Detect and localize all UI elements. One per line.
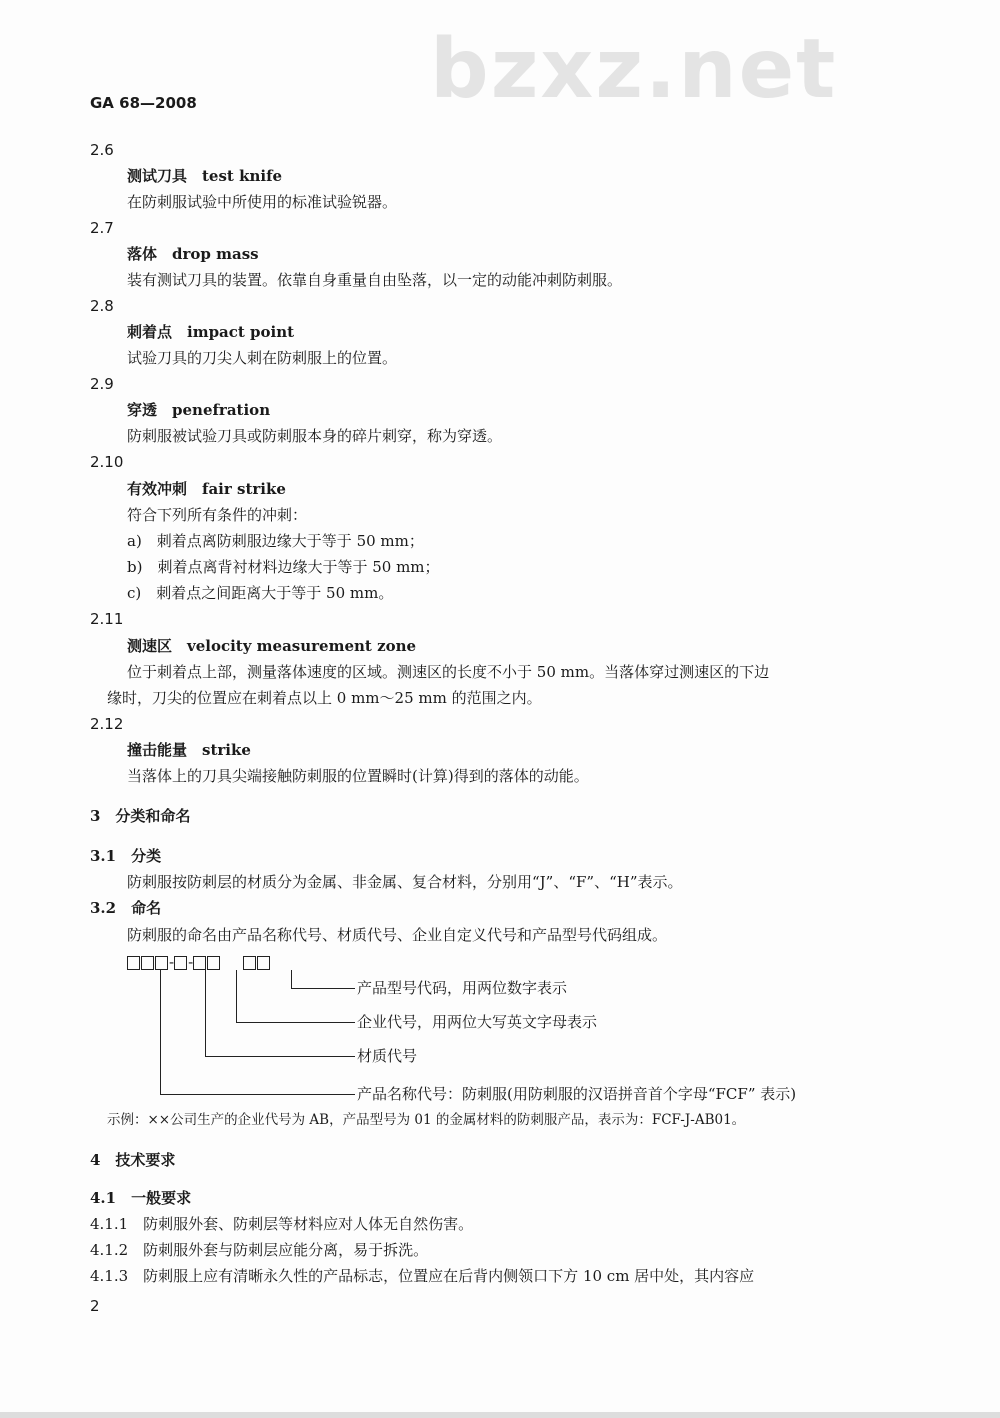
page-number: 2 xyxy=(90,1297,100,1315)
diagram-label: 材质代号 xyxy=(357,1047,418,1065)
section-number: 2.8 xyxy=(90,297,114,315)
paragraph: 防刺服按防刺层的材质分为金属、非金属、复合材料，分别用“J”、“F”、“H”表示。 xyxy=(127,873,683,891)
leader-line xyxy=(160,1094,355,1095)
code-box xyxy=(243,956,256,970)
leader-line xyxy=(236,1022,355,1023)
section-number: 2.7 xyxy=(90,219,114,237)
paragraph: 防刺服的命名由产品名称代号、材质代号、企业自定义代号和产品型号代码组成。 xyxy=(127,926,668,944)
term: 撞击能量 strike xyxy=(127,741,251,759)
definition: 缘时，刀尖的位置应在刺着点以上 0 mm～25 mm 的范围之内。 xyxy=(107,689,542,707)
term: 刺着点 impact point xyxy=(127,323,295,341)
term: 穿透 penefration xyxy=(127,401,271,419)
definition: 试验刀具的刀尖人刺在防刺服上的位置。 xyxy=(127,349,398,367)
definition: 防刺服被试验刀具或防刺服本身的碎片刺穿，称为穿透。 xyxy=(127,427,503,445)
paragraph: 4.1.1 防刺服外套、防刺层等材料应对人体无自然伤害。 xyxy=(90,1215,474,1233)
subsection-heading: 4.1 一般要求 xyxy=(90,1189,192,1207)
leader-line xyxy=(236,970,237,1022)
page-header: GA 68—2008 xyxy=(90,94,197,112)
list-item: a) 刺着点离防刺服边缘大于等于 50 mm； xyxy=(127,532,424,550)
code-box xyxy=(155,956,168,970)
definition: 装有测试刀具的装置。依靠自身重量自由坠落，以一定的动能冲刺防刺服。 xyxy=(127,271,623,289)
leader-line xyxy=(291,988,355,989)
paragraph: 4.1.3 防刺服上应有清晰永久性的产品标志，位置应在后背内侧领口下方 10 cm 居中处，其内容应 xyxy=(90,1267,755,1285)
term: 落体 drop mass xyxy=(127,245,259,263)
definition: 位于刺着点上部，测量落体速度的区域。测速区的长度不小于 50 mm。当落体穿过测速区的下边 xyxy=(127,663,770,681)
code-box xyxy=(141,956,154,970)
code-box xyxy=(174,956,187,970)
section-number: 2.9 xyxy=(90,375,114,393)
watermark: bzxz.net xyxy=(430,22,838,117)
leader-line xyxy=(205,970,206,1056)
term: 测速区 velocity measurement zone xyxy=(127,637,417,655)
section-number: 2.6 xyxy=(90,141,114,159)
term: 测试刀具 test knife xyxy=(127,167,283,185)
code-box xyxy=(127,956,140,970)
separator: - xyxy=(169,953,175,971)
leader-line xyxy=(160,970,161,1094)
term: 有效冲刺 fair strike xyxy=(127,480,286,498)
diagram-label: 企业代号，用两位大写英文字母表示 xyxy=(357,1013,598,1031)
code-box xyxy=(207,956,220,970)
page-edge xyxy=(0,1412,1000,1418)
diagram-label: 产品型号代码，用两位数字表示 xyxy=(357,979,568,997)
section-number: 2.10 xyxy=(90,453,124,471)
code-box xyxy=(193,956,206,970)
subsection-heading: 3.1 分类 xyxy=(90,847,162,865)
leader-line xyxy=(291,970,292,988)
separator: - xyxy=(188,953,194,971)
list-item: c) 刺着点之间距离大于等于 50 mm。 xyxy=(127,584,394,602)
subsection-heading: 3.2 命名 xyxy=(90,899,162,917)
section-heading: 3 分类和命名 xyxy=(90,807,191,825)
leader-line xyxy=(205,1056,355,1057)
definition: 当落体上的刀具尖端接触防刺服的位置瞬时(计算)得到的落体的动能。 xyxy=(127,767,589,785)
definition: 符合下列所有条件的冲刺： xyxy=(127,506,308,524)
section-number: 2.11 xyxy=(90,610,124,628)
code-box xyxy=(257,956,270,970)
diagram-label: 产品名称代号：防刺服(用防刺服的汉语拼音首个字母“FCF” 表示) xyxy=(357,1085,797,1103)
example-note: 示例：××公司生产的企业代号为 AB，产品型号为 01 的金属材料的防刺服产品，表示为：FCF-J-AB01。 xyxy=(107,1112,746,1128)
list-item: b) 刺着点离背衬材料边缘大于等于 50 mm； xyxy=(127,558,440,576)
section-number: 2.12 xyxy=(90,715,124,733)
section-heading: 4 技术要求 xyxy=(90,1151,176,1169)
paragraph: 4.1.2 防刺服外套与防刺层应能分离，易于拆洗。 xyxy=(90,1241,429,1259)
definition: 在防刺服试验中所使用的标准试验锐器。 xyxy=(127,193,398,211)
